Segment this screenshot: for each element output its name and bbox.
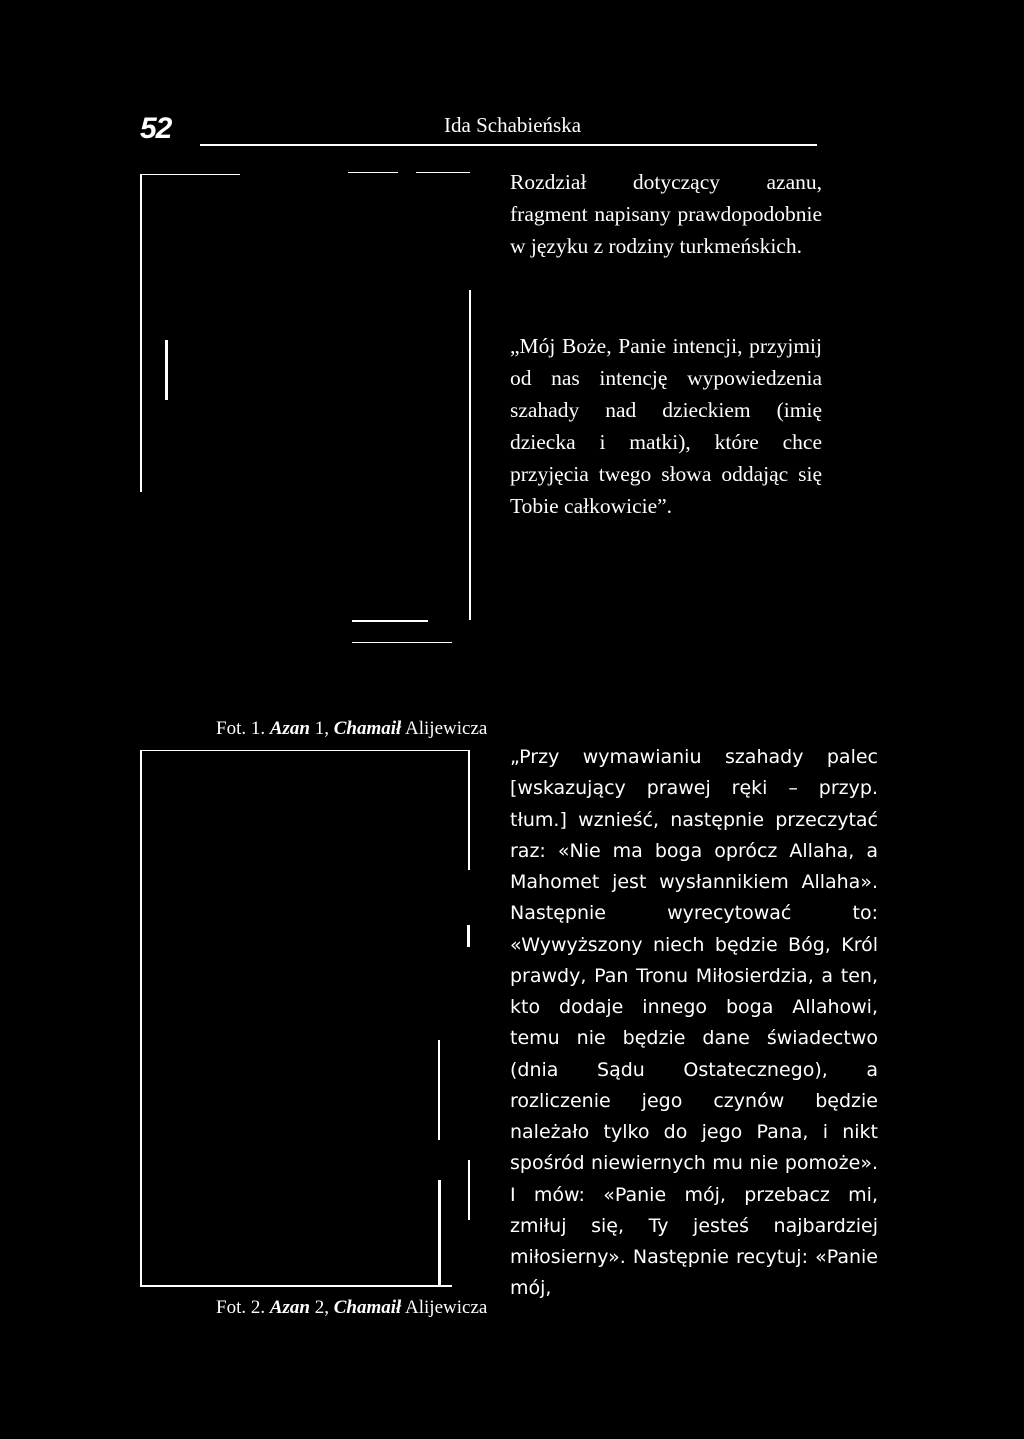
caption-surname: Alijewicza (401, 1297, 488, 1318)
paragraph-prayer-intention (510, 330, 822, 522)
caption-fot-1 (216, 718, 487, 740)
caption-prefix: Fot. 2. (216, 1297, 266, 1318)
paragraph-azan-intro (510, 166, 822, 262)
page-number: 52 (140, 112, 172, 145)
paragraph-text: Rozdział dotyczący azanu, fragment napisany prawdopodobnie w języku z rodziny turkmeńskich. (510, 170, 822, 258)
caption-name: Chamaił (333, 718, 402, 739)
caption-number: 1, (314, 718, 329, 739)
running-head-author: Ida Schabieńska (444, 113, 582, 137)
caption-fot-2 (216, 1297, 487, 1319)
caption-prefix: Fot. 1. (216, 718, 266, 739)
header-rule (200, 144, 817, 146)
caption-surname: Alijewicza (401, 718, 488, 739)
paragraph-shahada-instructions (510, 742, 878, 1305)
paragraph-text: „Mój Boże, Panie intencji, przyjmij od nas intencję wypowiedzenia szahady nad dzieckiem (imię dziecka i matki), które chce przyjęcia twego słowa oddając się Tobie całkowicie”. (510, 334, 822, 518)
caption-number: 2, (314, 1297, 329, 1318)
caption-title: Azan (269, 718, 310, 739)
photo-azan-1 (140, 170, 480, 660)
photo-azan-2 (140, 750, 480, 1290)
paragraph-text: „Przy wymawianiu szahady palec [wskazujący prawej ręki – przyp. tłum.] wznieść, następnie przeczytać raz: «Nie ma boga oprócz Allaha, a Mahomet jest wysłannikiem Allaha». Następnie wyrecytować to: «Wywyższony niech będzie Bóg, Król prawdy, Pan Tronu Miłosierdzia, a ten, kto dodaje innego boga Allahowi, temu nie będzie dane świadectwo (dnia Sądu Ostatecznego), a rozliczenie jego czynów będzie należało tylko do jego Pana, i nikt spośród niewiernych mu nie pomoże». I mów: «Panie mój, przebacz mi, zmiłuj się, Ty jesteś najbardziej miłosierny». Następnie recytuj: «Panie mój, (510, 746, 878, 1300)
caption-name: Chamaił (333, 1297, 402, 1318)
caption-title: Azan (269, 1297, 310, 1318)
